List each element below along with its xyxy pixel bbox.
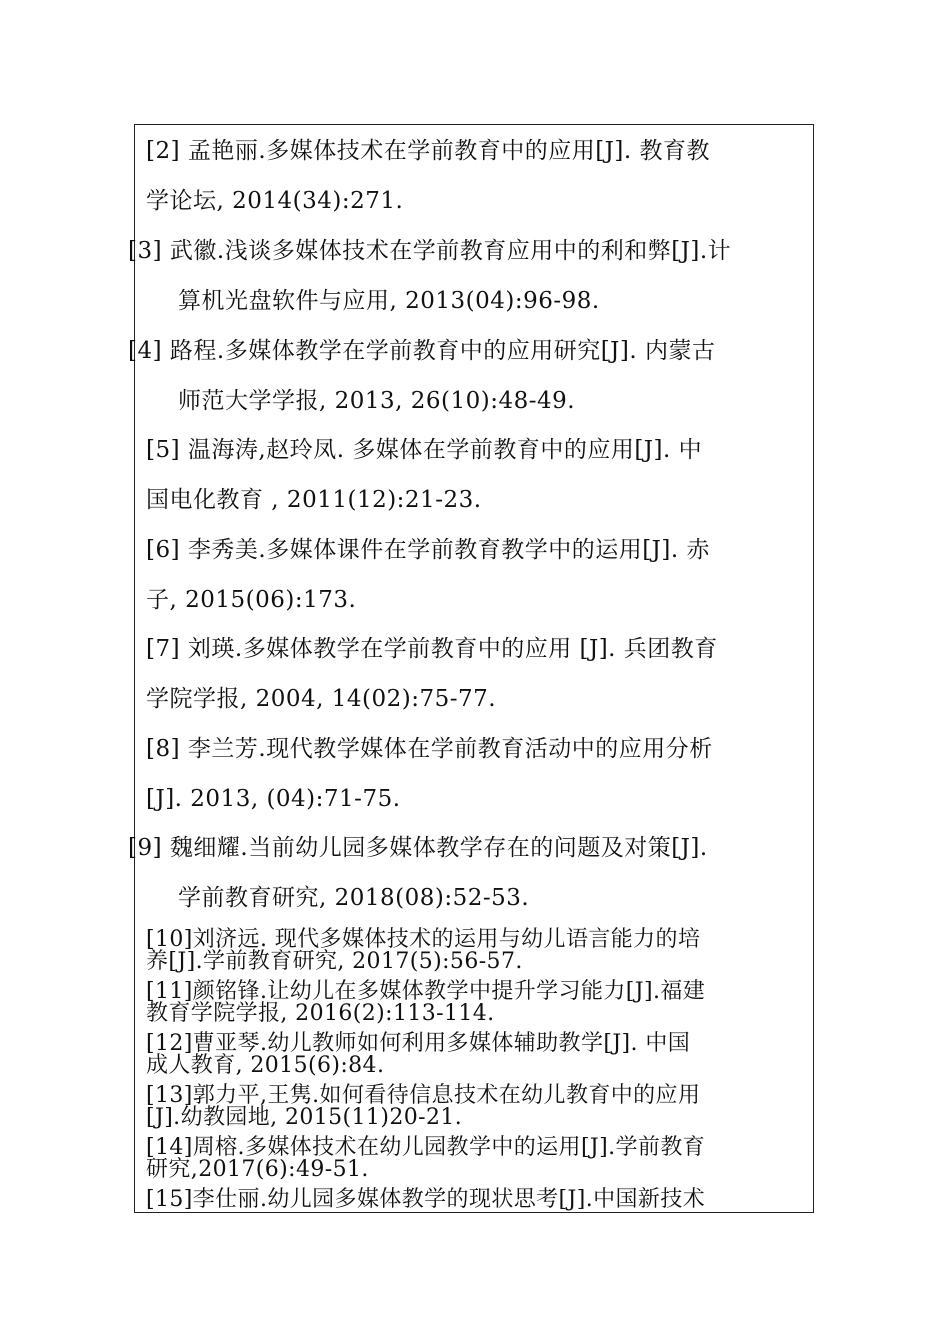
reference-4-line-2: 师范大学学报, 2013, 26(10):48-49. [178,388,576,414]
reference-10-line-2: 养[J].学前教育研究, 2017(5):56-57. [146,949,523,974]
reference-13-line-2: [J].幼教园地, 2015(11)20-21. [146,1105,463,1130]
reference-12-line-1: [12]曹亚琴.幼儿教师如何利用多媒体辅助教学[J]. 中国 [146,1031,691,1056]
reference-9-line-2: 学前教育研究, 2018(08):52-53. [178,885,530,911]
reference-14-line-2: 研究,2017(6):49-51. [146,1157,369,1182]
reference-8-line-2: [J]. 2013, (04):71-75. [146,786,401,812]
reference-11-line-2: 教育学院学报, 2016(2):113-114. [146,1001,495,1026]
reference-10-line-1: [10]刘济远. 现代多媒体技术的运用与幼儿语言能力的培 [146,927,701,952]
reference-15-line-1: [15]李仕丽.幼儿园多媒体教学的现状思考[J].中国新技术 [146,1187,706,1212]
reference-5-line-1: [5] 温海涛,赵玲凤. 多媒体在学前教育中的应用[J]. 中 [146,437,703,463]
reference-6-line-2: 子, 2015(06):173. [146,587,357,613]
reference-13-line-1: [13]郭力平,王隽.如何看待信息技术在幼儿教育中的应用 [146,1083,701,1108]
reference-3-line-2: 算机光盘软件与应用, 2013(04):96-98. [178,288,600,314]
reference-9-line-1: [9] 魏细耀.当前幼儿园多媒体教学存在的问题及对策[J]. [128,835,708,861]
reference-4-line-1: [4] 路程.多媒体教学在学前教育中的应用研究[J]. 内蒙古 [128,338,716,364]
reference-3-line-1: [3] 武徽.浅谈多媒体技术在学前教育应用中的利和弊[J].计 [128,238,732,264]
reference-8-line-1: [8] 李兰芳.现代教学媒体在学前教育活动中的应用分析 [146,736,713,762]
reference-2-line-1: [2] 孟艳丽.多媒体技术在学前教育中的应用[J]. 教育教 [146,138,710,164]
reference-7-line-1: [7] 刘瑛.多媒体教学在学前教育中的应用 [J]. 兵团教育 [146,636,718,662]
reference-5-line-2: 国电化教育 , 2011(12):21-23. [146,487,482,513]
reference-14-line-1: [14]周榕.多媒体技术在幼儿园教学中的运用[J].学前教育 [146,1135,706,1160]
reference-11-line-1: [11]颜铭锋.让幼儿在多媒体教学中提升学习能力[J].福建 [146,979,706,1004]
reference-2-line-2: 学论坛, 2014(34):271. [146,188,404,214]
reference-7-line-2: 学院学报, 2004, 14(02):75-77. [146,686,497,712]
reference-12-line-2: 成人教育, 2015(6):84. [146,1053,385,1078]
reference-6-line-1: [6] 李秀美.多媒体课件在学前教育教学中的运用[J]. 赤 [146,537,710,563]
